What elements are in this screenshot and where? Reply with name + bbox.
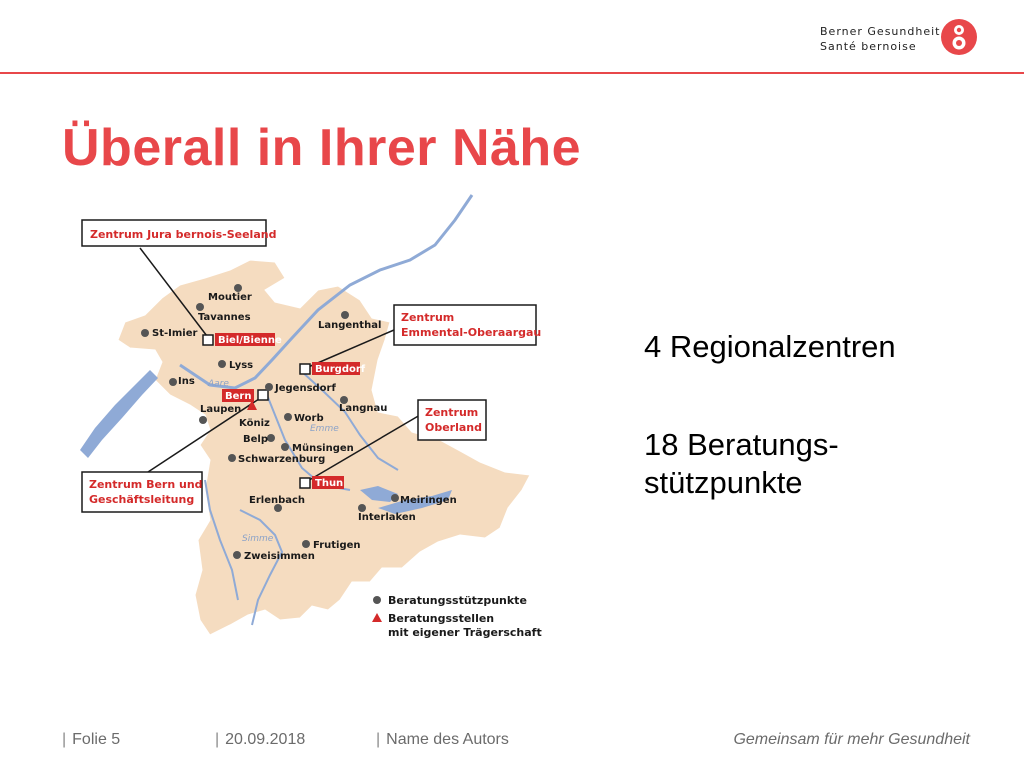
point-meiringen bbox=[391, 494, 399, 502]
svg-text:Bern: Bern bbox=[225, 391, 252, 402]
label-jegensdorf: Jegensdorf bbox=[275, 383, 336, 394]
center-burgdorf bbox=[300, 362, 366, 375]
footer-slogan: Gemeinsam für mehr Gesundheit bbox=[733, 731, 970, 748]
brand-logo-text bbox=[820, 24, 940, 54]
svg-text:Zentrum: Zentrum bbox=[401, 311, 455, 324]
label-river-simme: Simme bbox=[242, 534, 274, 544]
footer-separator: | bbox=[376, 731, 381, 748]
callout-oberland bbox=[418, 400, 486, 440]
brand-logo-icon bbox=[940, 18, 978, 56]
label-worb: Worb bbox=[294, 413, 324, 424]
counselling-points-text bbox=[644, 426, 839, 502]
point-jegensdorf bbox=[265, 383, 273, 391]
svg-text:Zentrum: Zentrum bbox=[425, 406, 479, 419]
header-divider bbox=[0, 72, 1024, 74]
label-moutier: Moutier bbox=[208, 292, 252, 303]
point-ins bbox=[169, 378, 177, 386]
point-belp bbox=[267, 434, 275, 442]
center-bern bbox=[222, 389, 268, 402]
label-langnau: Langnau bbox=[339, 403, 388, 414]
canton-bern-map bbox=[60, 190, 620, 650]
label-river-aare: Aare bbox=[208, 379, 229, 389]
label-interlaken: Interlaken bbox=[358, 512, 416, 523]
label-koeniz: Köniz bbox=[239, 418, 270, 429]
center-thun bbox=[300, 476, 344, 489]
point-zweisimmen bbox=[233, 551, 241, 559]
callout-jura-seeland bbox=[82, 220, 276, 246]
regional-centers-text: 4 Regionalzentren bbox=[644, 329, 896, 364]
svg-text:Oberland: Oberland bbox=[425, 421, 483, 434]
label-river-emme: Emme bbox=[310, 424, 339, 434]
label-erlenbach: Erlenbach bbox=[249, 495, 306, 506]
label-schwarzenburg: Schwarzenburg bbox=[238, 454, 326, 465]
svg-text:Geschäftsleitung: Geschäftsleitung bbox=[89, 493, 195, 506]
label-ins: Ins bbox=[178, 376, 195, 387]
label-zweisimmen: Zweisimmen bbox=[244, 551, 315, 562]
svg-text:Biel/Bienne: Biel/Bienne bbox=[218, 335, 282, 346]
svg-text:Emmental-Oberaargau: Emmental-Oberaargau bbox=[401, 326, 542, 339]
legend-triangle-2: mit eigener Trägerschaft bbox=[388, 626, 542, 639]
brand-name-de: Berner Gesundheit bbox=[820, 25, 941, 38]
label-meiringen: Meiringen bbox=[400, 495, 457, 506]
footer-slide-number: | Folie 5 bbox=[62, 731, 121, 748]
label-tavannes: Tavannes bbox=[198, 312, 251, 323]
map-legend bbox=[372, 594, 542, 639]
footer-separator: | bbox=[62, 731, 67, 748]
svg-text:Zentrum Bern und: Zentrum Bern und bbox=[89, 478, 203, 491]
lake-bielersee bbox=[80, 370, 158, 458]
slide-title: Überall in Ihrer Nähe bbox=[62, 119, 582, 177]
counselling-points-line2: stützpunkte bbox=[644, 465, 803, 500]
point-muensingen bbox=[281, 443, 289, 451]
point-moutier bbox=[234, 284, 242, 292]
point-worb bbox=[284, 413, 292, 421]
callout-bern-geschaeftsleitung bbox=[82, 472, 203, 512]
legend-points: Beratungsstützpunkte bbox=[388, 594, 527, 607]
label-langenthal: Langenthal bbox=[318, 320, 382, 331]
legend-triangle-1: Beratungsstellen bbox=[388, 612, 495, 625]
label-laupen: Laupen bbox=[200, 404, 242, 415]
point-interlaken bbox=[358, 504, 366, 512]
label-belp: Belp bbox=[243, 434, 268, 445]
counselling-points-line1: 18 Beratungs- bbox=[644, 427, 839, 462]
label-lyss: Lyss bbox=[229, 360, 254, 371]
label-frutigen: Frutigen bbox=[313, 540, 361, 551]
point-tavannes bbox=[196, 303, 204, 311]
svg-text:Zentrum Jura bernois-Seeland: Zentrum Jura bernois-Seeland bbox=[90, 228, 277, 241]
svg-text:Thun: Thun bbox=[315, 478, 344, 489]
point-laupen bbox=[199, 416, 207, 424]
label-muensingen: Münsingen bbox=[292, 443, 354, 454]
point-frutigen bbox=[302, 540, 310, 548]
footer-author: | Name des Autors bbox=[376, 731, 509, 748]
footer-date: | 20.09.2018 bbox=[215, 731, 306, 748]
callout-emmental-oberaargau bbox=[394, 305, 541, 345]
brand-name-fr: Santé bernoise bbox=[820, 40, 917, 53]
footer-separator: | bbox=[215, 731, 220, 748]
point-schwarzenburg bbox=[228, 454, 236, 462]
point-langenthal bbox=[341, 311, 349, 319]
svg-text:Burgdorf: Burgdorf bbox=[315, 364, 366, 375]
label-st-imier: St-Imier bbox=[152, 328, 198, 339]
point-lyss bbox=[218, 360, 226, 368]
point-st-imier bbox=[141, 329, 149, 337]
